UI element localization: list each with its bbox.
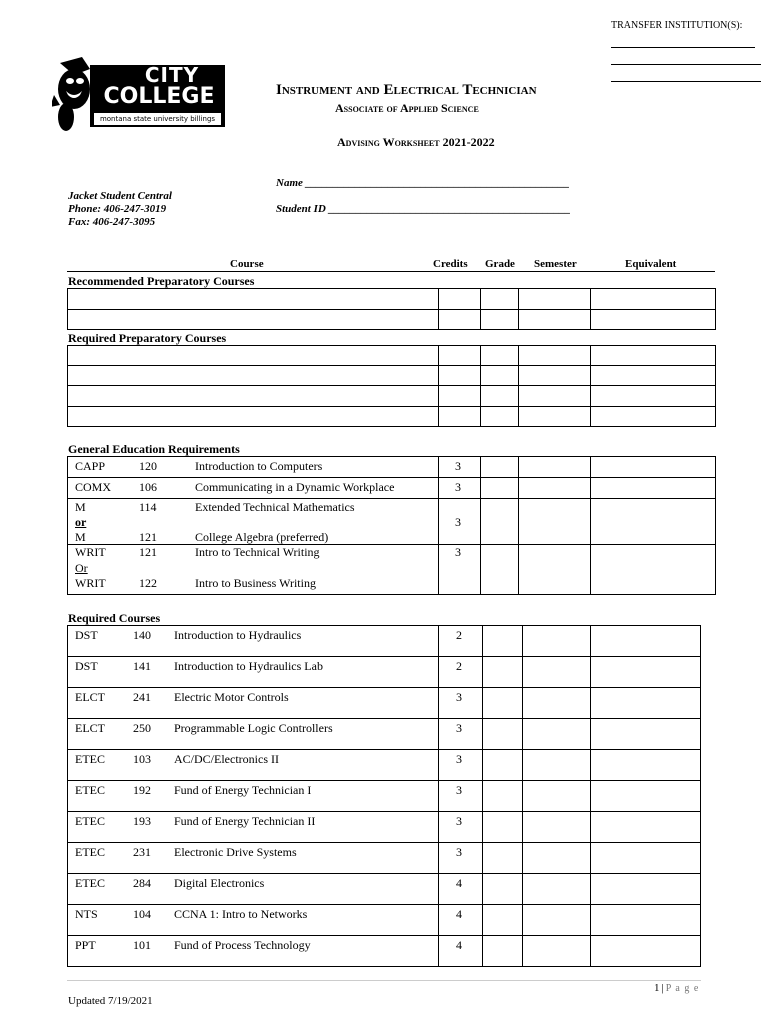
required-0-num: 140	[133, 628, 151, 642]
required-10-num: 101	[133, 938, 151, 952]
gened-2-title2: College Algebra (preferred)	[195, 530, 329, 544]
section-gen-ed: General Education Requirements	[68, 442, 240, 456]
gened-2-title: Extended Technical Mathematics	[195, 500, 355, 514]
row-divider	[67, 904, 701, 905]
required-5-code: ETEC	[75, 783, 105, 797]
required-7-num: 231	[133, 845, 151, 859]
required-prep-table	[67, 345, 716, 427]
page-title: Instrument and Electrical Technician	[276, 82, 537, 98]
gened-3-title2: Intro to Business Writing	[195, 576, 316, 590]
row-divider	[67, 749, 701, 750]
row-divider	[67, 811, 701, 812]
required-0-code: DST	[75, 628, 98, 642]
required-7-credits: 3	[456, 845, 462, 859]
gened-2-or: or	[75, 515, 87, 529]
gened-1-code: COMX	[75, 480, 112, 494]
gened-3-or: Or	[75, 561, 88, 575]
gened-2-code: M	[75, 500, 86, 514]
row-divider	[67, 718, 701, 719]
transfer-line-2[interactable]	[611, 64, 761, 65]
required-3-num: 250	[133, 721, 151, 735]
page-number-value: 1	[654, 982, 660, 994]
page-word: P a g e	[665, 983, 700, 994]
required-8-code: ETEC	[75, 876, 105, 890]
gened-3-code: WRIT	[75, 545, 106, 559]
col-header-equivalent: Equivalent	[625, 258, 677, 270]
required-10-credits: 4	[456, 938, 462, 952]
required-1-num: 141	[133, 659, 151, 673]
gened-3-credits: 3	[455, 545, 461, 559]
row-divider	[67, 656, 701, 657]
required-10-title: Fund of Process Technology	[174, 938, 311, 952]
gened-2-credits: 3	[455, 515, 461, 529]
gened-2-code2: M	[75, 530, 86, 544]
required-9-code: NTS	[75, 907, 98, 921]
required-6-credits: 3	[456, 814, 462, 828]
section-recommended: Recommended Preparatory Courses	[68, 274, 255, 288]
city-college-logo	[52, 55, 227, 137]
required-7-title: Electronic Drive Systems	[174, 845, 297, 859]
gened-3-num2: 122	[139, 576, 157, 590]
gened-3-code2: WRIT	[75, 576, 106, 590]
required-2-title: Electric Motor Controls	[174, 690, 289, 704]
gened-0-code: CAPP	[75, 459, 106, 473]
col-header-grade: Grade	[485, 258, 515, 270]
required-9-credits: 4	[456, 907, 462, 921]
page-subtitle: Associate of Applied Science	[335, 101, 479, 115]
required-6-title: Fund of Energy Technician II	[174, 814, 316, 828]
row-divider	[67, 842, 701, 843]
gened-1-title: Communicating in a Dynamic Workplace	[195, 480, 395, 494]
required-4-code: ETEC	[75, 752, 105, 766]
required-1-code: DST	[75, 659, 98, 673]
col-header-course: Course	[230, 258, 264, 270]
required-1-credits: 2	[456, 659, 462, 673]
row-divider	[67, 780, 701, 781]
required-9-num: 104	[133, 907, 151, 921]
required-5-title: Fund of Energy Technician I	[174, 783, 312, 797]
required-10-code: PPT	[75, 938, 96, 952]
gened-1-credits: 3	[455, 480, 461, 494]
gened-2-num: 114	[139, 500, 157, 514]
updated-date: Updated 7/19/2021	[68, 995, 153, 1007]
gened-0-credits: 3	[455, 459, 461, 473]
gened-0-num: 120	[139, 459, 157, 473]
contact-office: Jacket Student Central	[68, 190, 172, 202]
gened-3-title: Intro to Technical Writing	[195, 545, 320, 559]
required-8-num: 284	[133, 876, 151, 890]
gened-3-num: 121	[139, 545, 157, 559]
section-required: Required Courses	[68, 611, 161, 625]
name-field[interactable]: Name ________________________________________________	[276, 177, 570, 189]
required-table	[67, 625, 701, 967]
required-7-code: ETEC	[75, 845, 105, 859]
logo-text-msub: montana state university billings	[99, 115, 216, 123]
required-4-num: 103	[133, 752, 151, 766]
required-1-title: Introduction to Hydraulics Lab	[174, 659, 323, 673]
required-0-credits: 2	[456, 628, 462, 642]
required-6-num: 193	[133, 814, 151, 828]
required-4-credits: 3	[456, 752, 462, 766]
row-divider	[67, 687, 701, 688]
required-5-num: 192	[133, 783, 151, 797]
transfer-label: TRANSFER INSTITUTION(S):	[611, 20, 743, 31]
gened-1-num: 106	[139, 480, 157, 494]
required-5-credits: 3	[456, 783, 462, 797]
gened-0-title: Introduction to Computers	[195, 459, 323, 473]
row-divider	[67, 873, 701, 874]
required-2-num: 241	[133, 690, 151, 704]
worksheet-title: Advising Worksheet 2021-2022	[337, 135, 495, 149]
required-3-credits: 3	[456, 721, 462, 735]
transfer-line-3[interactable]	[611, 81, 761, 82]
contact-phone: Phone: 406-247-3019	[68, 203, 167, 215]
page-number: 1 | P a g e	[654, 982, 700, 994]
header-rule	[67, 271, 715, 272]
logo-text-college: COLLEGE	[103, 84, 215, 109]
contact-fax: Fax: 406-247-3095	[68, 216, 156, 228]
required-3-code: ELCT	[75, 721, 105, 735]
logo-text-city: CITY	[144, 63, 200, 87]
required-9-title: CCNA 1: Intro to Networks	[174, 907, 308, 921]
required-6-code: ETEC	[75, 814, 105, 828]
student-id-field[interactable]: Student ID ____________________________________________	[276, 203, 571, 215]
col-header-credits: Credits	[433, 258, 468, 270]
col-header-semester: Semester	[534, 258, 577, 270]
required-2-credits: 3	[456, 690, 462, 704]
footer-rule	[67, 980, 701, 981]
transfer-line-1[interactable]	[611, 47, 755, 48]
gened-2-num2: 121	[139, 530, 157, 544]
required-4-title: AC/DC/Electronics II	[174, 752, 279, 766]
required-3-title: Programmable Logic Controllers	[174, 721, 333, 735]
section-required-prep: Required Preparatory Courses	[68, 331, 227, 345]
required-8-title: Digital Electronics	[174, 876, 265, 890]
required-2-code: ELCT	[75, 690, 105, 704]
required-0-title: Introduction to Hydraulics	[174, 628, 302, 642]
row-divider	[67, 935, 701, 936]
required-8-credits: 4	[456, 876, 462, 890]
